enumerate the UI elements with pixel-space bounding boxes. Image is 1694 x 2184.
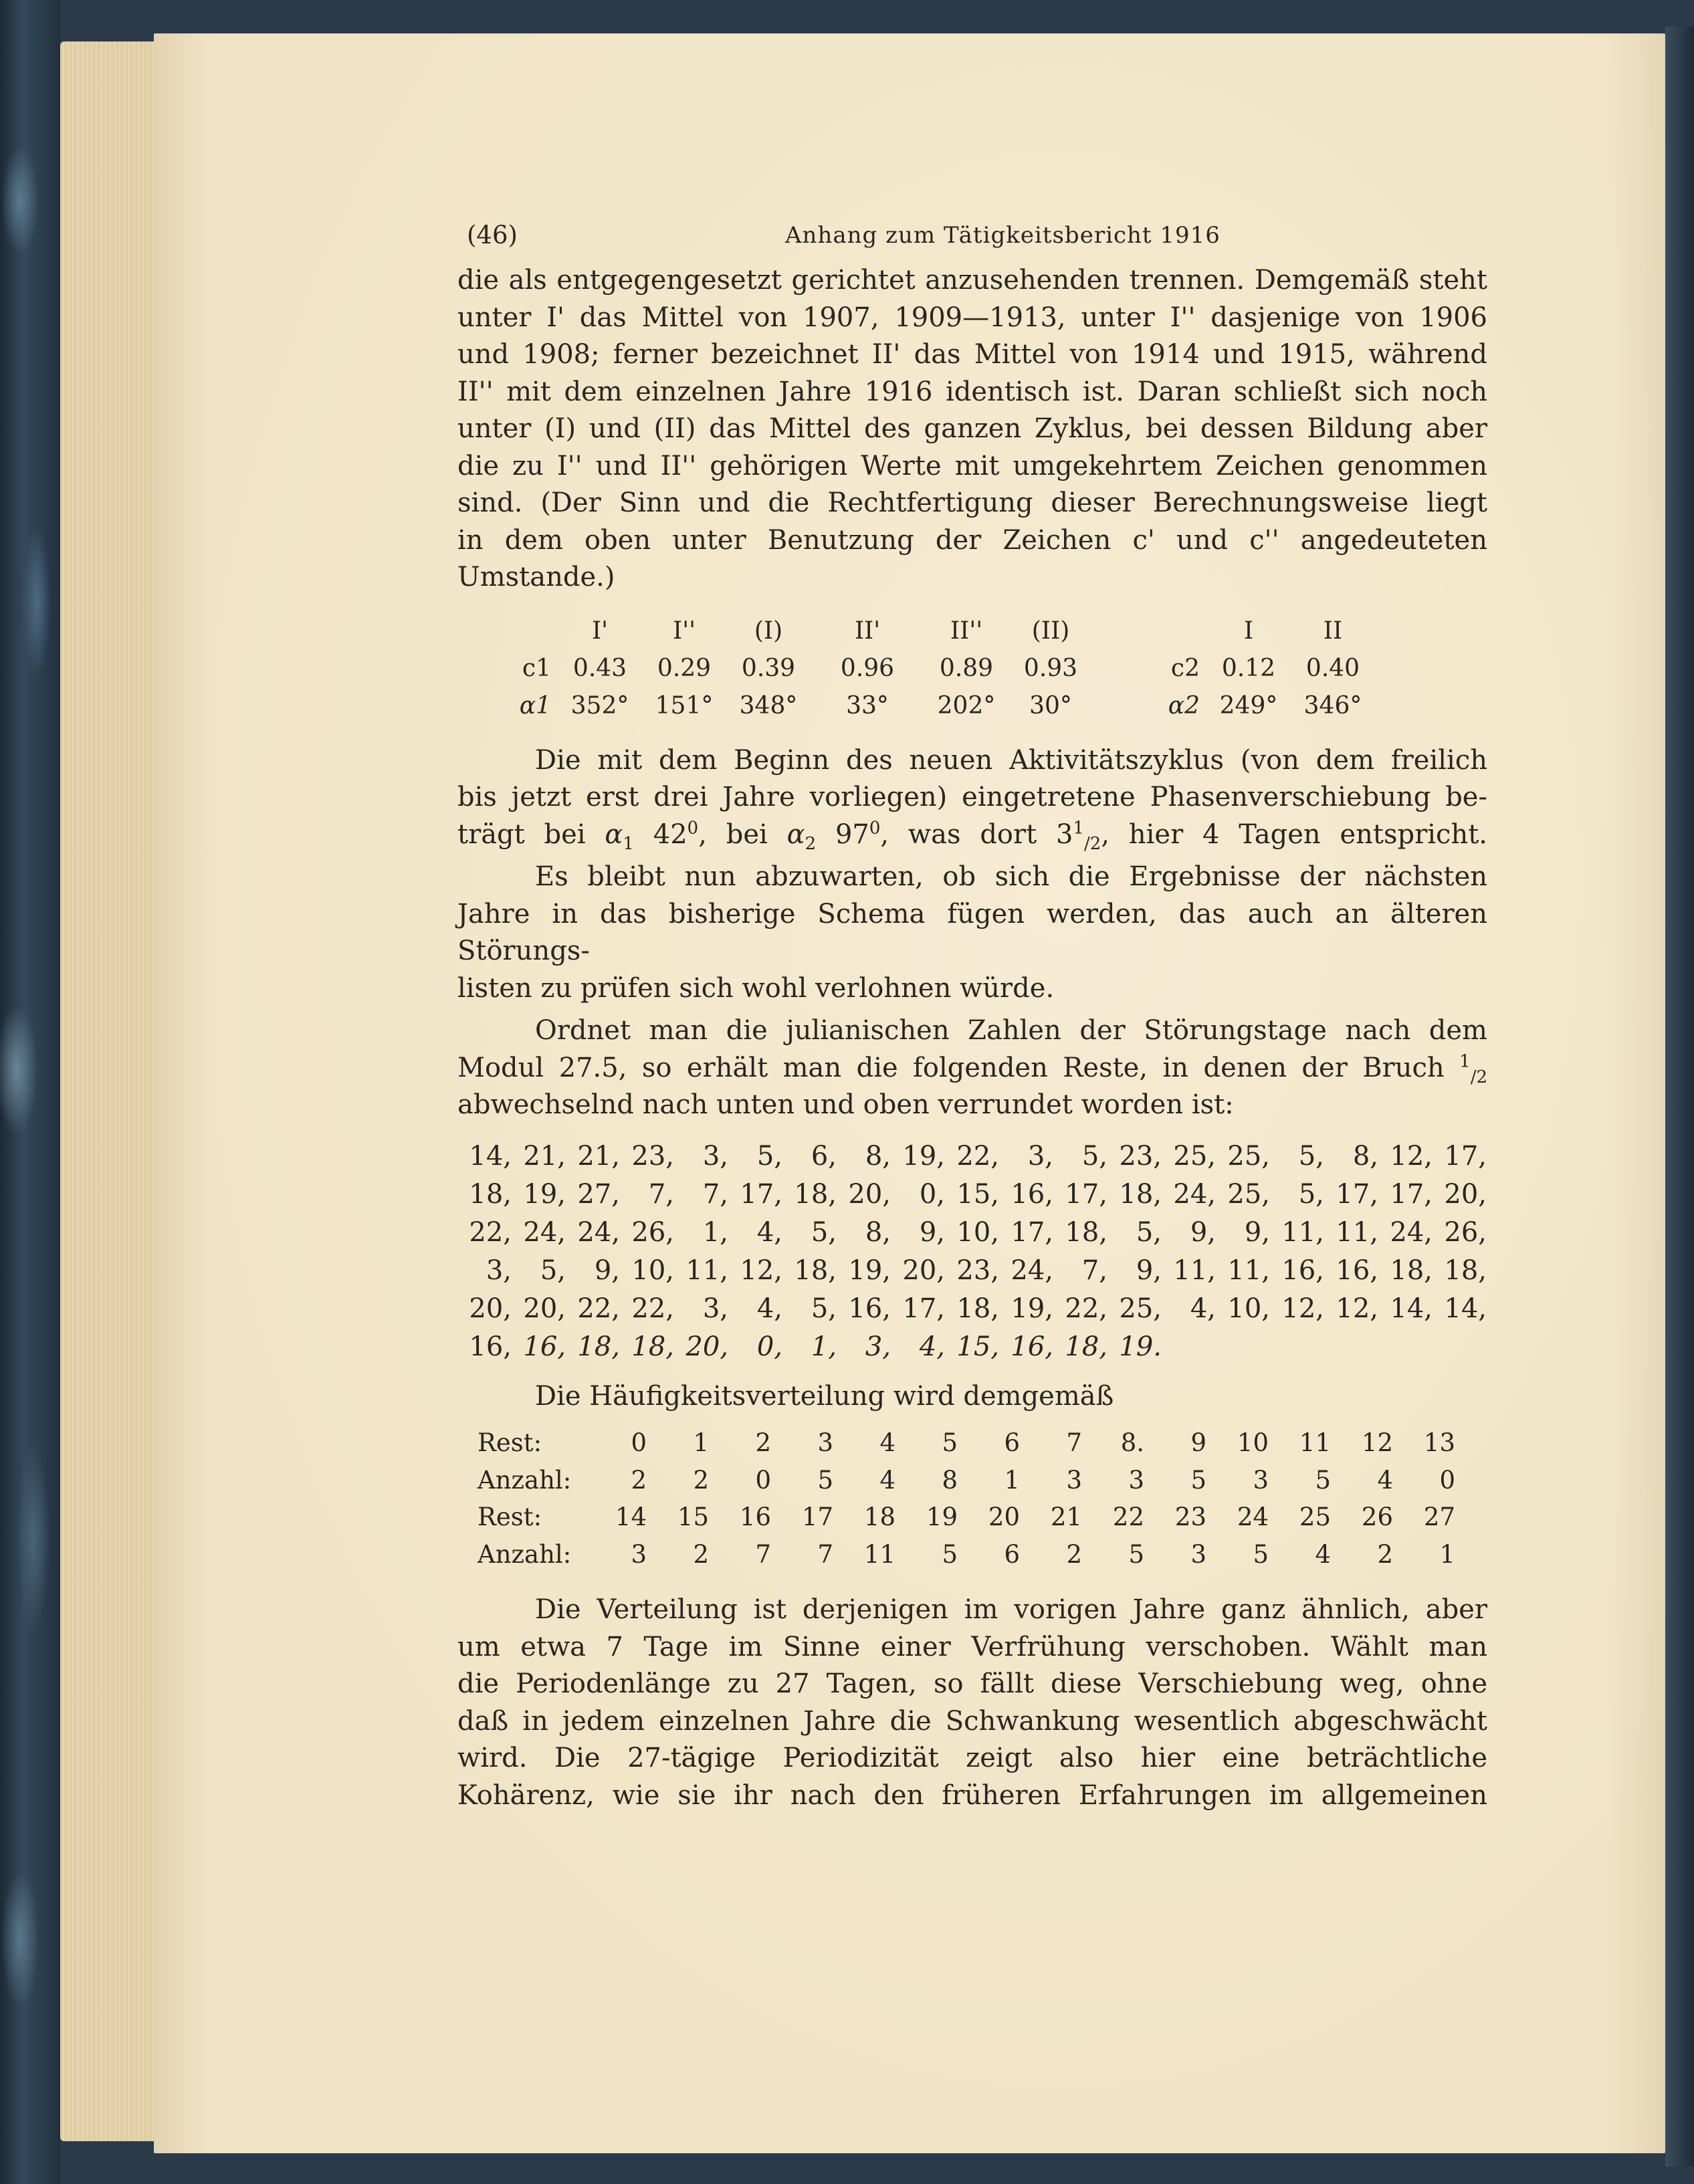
residue-value: 25,: [1227, 1179, 1270, 1210]
frequency-value: 7: [1066, 1428, 1082, 1458]
coef-header: II'': [950, 617, 983, 645]
residue-value: 9,: [1190, 1217, 1216, 1248]
residue-value: 12,: [1336, 1293, 1378, 1324]
text-line: abwechselnd nach unten und oben verrundet worden ist:: [457, 1089, 1234, 1120]
coef-header: (I): [754, 617, 783, 645]
coef-header: II: [1323, 617, 1343, 645]
coef-symbol: α1: [519, 692, 551, 720]
residue-value: 16,: [848, 1293, 891, 1324]
residue-value: 18,: [1390, 1255, 1433, 1286]
residue-value: 1,: [702, 1217, 728, 1248]
residue-value: 22,: [631, 1293, 674, 1324]
residue-value: 19,: [1011, 1293, 1053, 1324]
residue-value: 22,: [956, 1141, 999, 1172]
coef-cell: 0.96: [840, 655, 895, 682]
paragraph-1: [457, 262, 1487, 596]
residue-value: 4,: [756, 1293, 782, 1324]
residue-value: 20,: [1444, 1179, 1487, 1210]
residue-value: 17,: [902, 1293, 945, 1324]
residue-row: [457, 1328, 1487, 1366]
book-cover-marbled: [0, 0, 60, 2184]
coef-cell: 346°: [1303, 692, 1362, 720]
coef-cell: 0.39: [741, 655, 796, 682]
residue-value-italic: 4,: [919, 1331, 945, 1362]
residue-value-italic: 18,: [1065, 1331, 1107, 1362]
coef-cell: 0.12: [1221, 655, 1276, 682]
frequency-value: 3: [817, 1428, 833, 1458]
fraction-denominator: /2: [1084, 833, 1101, 854]
coef-cell: 0.40: [1305, 655, 1360, 682]
residue-value: 5,: [1298, 1141, 1324, 1172]
text-span: trägt bei: [457, 818, 586, 850]
coef-cell: 33°: [846, 692, 889, 720]
residue-value: 5,: [811, 1293, 837, 1324]
book-cover-right: [1665, 27, 1694, 2167]
text-line: daß in jedem einzelnen Jahre die Schwankung wesentlich abgeschwächt: [457, 1705, 1487, 1737]
frequency-value: 6: [1004, 1539, 1020, 1569]
residue-value-italic: 18,: [631, 1331, 674, 1362]
frequency-value: 22: [1112, 1503, 1144, 1532]
text-line: wird. Die 27-tägige Periodizität zeigt also hier eine beträchtliche: [457, 1743, 1487, 1773]
frequency-value: 2: [755, 1428, 771, 1458]
residue-value: 26,: [631, 1217, 674, 1248]
frequency-value: 19: [926, 1503, 958, 1532]
residue-value: 3,: [486, 1255, 512, 1286]
fraction-numerator: 1: [1073, 818, 1085, 839]
subscript: 1: [623, 833, 634, 854]
residue-value: 17,: [1390, 1179, 1433, 1210]
coef-row-alpha: [457, 687, 1375, 725]
frequency-value: 9: [1190, 1428, 1206, 1458]
residue-value: 7,: [702, 1179, 728, 1210]
residue-value: 8,: [865, 1141, 891, 1172]
frequency-value: 2: [631, 1465, 647, 1495]
degree-mark: 0: [687, 818, 699, 839]
coef-symbol: c1: [522, 655, 551, 682]
residue-value: 12,: [1390, 1141, 1433, 1172]
frequency-value: 0: [1439, 1465, 1455, 1495]
text-span: , bei: [698, 818, 787, 850]
frequency-value: 5: [817, 1465, 833, 1495]
residue-value: 11,: [685, 1255, 728, 1286]
residue-value: 6,: [811, 1141, 837, 1172]
frequency-row-label: Rest:: [478, 1428, 542, 1458]
paragraph-5: [457, 1592, 1487, 1814]
frequency-value: 5: [1190, 1465, 1206, 1495]
residue-value: 9,: [919, 1217, 945, 1248]
residue-value: 17,: [1444, 1141, 1487, 1172]
residue-value: 5,: [756, 1141, 782, 1172]
residue-value: 18,: [1119, 1179, 1162, 1210]
frequency-value: 7: [817, 1539, 833, 1569]
residue-value: 21,: [577, 1141, 620, 1172]
frequency-value: 27: [1423, 1503, 1455, 1532]
residue-value: 23,: [631, 1141, 674, 1172]
subscript: 2: [805, 833, 817, 854]
frequency-value: 18: [863, 1503, 895, 1532]
frequency-value: 20: [988, 1503, 1020, 1532]
text-line: sind. (Der Sinn und die Rechtfertigung dieser Berechnungsweise liegt: [457, 487, 1487, 518]
residue-value: 9,: [1136, 1255, 1162, 1286]
coef-row-c: [457, 650, 1375, 687]
text-line-fraction: [457, 1050, 1487, 1087]
frequency-value: 11: [863, 1539, 895, 1569]
residue-value: 11,: [1336, 1217, 1378, 1248]
text-span: , was dort 3: [880, 818, 1073, 850]
residue-value: 7,: [1081, 1255, 1107, 1286]
frequency-value: 4: [879, 1428, 895, 1458]
residue-value: 11,: [1227, 1255, 1270, 1286]
coef-cell: 30°: [1029, 692, 1072, 720]
text-line: listen zu prüfen sich wohl verlohnen würde.: [457, 972, 1055, 1004]
residue-value: 15,: [956, 1179, 999, 1210]
frequency-row: [478, 1536, 1455, 1573]
residue-value: 5,: [1136, 1217, 1162, 1248]
degree-mark: 0: [869, 818, 881, 839]
residue-value-italic: 15,: [956, 1331, 999, 1362]
frequency-value: 5: [1315, 1465, 1331, 1495]
frequency-value: 5: [1253, 1539, 1269, 1569]
frequency-value: 14: [615, 1503, 647, 1532]
residue-value-italic: 3,: [865, 1331, 891, 1362]
residue-value: 23,: [1119, 1141, 1162, 1172]
frequency-value: 5: [1128, 1539, 1144, 1569]
frequency-value: 2: [1377, 1539, 1393, 1569]
residue-value: 22,: [577, 1293, 620, 1324]
residue-value: 18,: [956, 1293, 999, 1324]
residue-value-italic: 16,: [1011, 1331, 1053, 1362]
frequency-value: 12: [1361, 1428, 1393, 1458]
coef-header: I: [1243, 617, 1254, 645]
frequency-value: 7: [755, 1539, 771, 1569]
residue-value: 21,: [523, 1141, 566, 1172]
residue-value: 18,: [794, 1179, 837, 1210]
text-line: die Periodenlänge zu 27 Tagen, so fällt diese Verschiebung weg, ohne: [457, 1668, 1487, 1699]
residue-value: 24,: [577, 1217, 620, 1248]
residue-value: 0,: [919, 1179, 945, 1210]
residue-value: 12,: [740, 1255, 782, 1286]
fraction-denominator: /2: [1470, 1067, 1487, 1087]
residue-value: 14,: [1444, 1293, 1487, 1324]
residue-value: 20,: [469, 1293, 512, 1324]
residue-value: 24,: [1390, 1217, 1433, 1248]
residue-value: 22,: [1065, 1293, 1107, 1324]
residue-value: 18,: [794, 1255, 837, 1286]
residue-value: 7,: [648, 1179, 674, 1210]
frequency-table: [478, 1424, 1455, 1573]
text-line: die zu I'' und II'' gehörigen Werte mit umgekehrtem Zeichen genommen: [457, 450, 1487, 481]
frequency-value: 5: [942, 1539, 958, 1569]
coef-cell: 352°: [570, 692, 629, 720]
text-span: 97: [816, 818, 869, 850]
residue-value-italic: 0,: [756, 1331, 782, 1362]
coef-header: (II): [1031, 617, 1070, 645]
frequency-value: 3: [1066, 1465, 1082, 1495]
residue-value: 10,: [956, 1217, 999, 1248]
frequency-value: 1: [693, 1428, 709, 1458]
frequency-value: 3: [1253, 1465, 1269, 1495]
coef-header: [457, 613, 558, 650]
residue-value-italic: 16,: [523, 1331, 566, 1362]
residue-value-italic: 20,: [685, 1331, 728, 1362]
residue-value: 18,: [1065, 1217, 1107, 1248]
residue-row: [457, 1214, 1487, 1252]
frequency-row: [478, 1462, 1455, 1499]
text-line: II'' mit dem einzelnen Jahre 1916 identisch ist. Daran schließt sich noch: [457, 376, 1487, 407]
frequency-value: 10: [1237, 1428, 1269, 1458]
coef-header: I'': [672, 617, 696, 645]
coef-cell: 0.89: [939, 655, 994, 682]
frequency-value: 6: [1004, 1428, 1020, 1458]
residue-row: [457, 1252, 1487, 1290]
coef-cell: 348°: [739, 692, 798, 720]
frequency-value: 23: [1174, 1503, 1206, 1532]
coef-cell: 249°: [1219, 692, 1278, 720]
residue-value-italic: 18,: [577, 1331, 620, 1362]
text-line: um etwa 7 Tage im Sinne einer Verfrühung verschoben. Wählt man: [457, 1631, 1487, 1662]
residue-value: 10,: [631, 1255, 674, 1286]
coef-header: [1093, 613, 1206, 650]
residue-value: 11,: [1173, 1255, 1216, 1286]
page-header: [457, 221, 1487, 261]
residue-value: 5,: [811, 1217, 837, 1248]
alpha-symbol: α: [786, 818, 805, 850]
residue-value: 27,: [577, 1179, 620, 1210]
text-line: unter (I) und (II) das Mittel des ganzen Zyklus, bei dessen Bildung aber: [457, 413, 1487, 444]
page-content: [457, 221, 1487, 1814]
residue-value: 25,: [1173, 1141, 1216, 1172]
coef-cell: 202°: [937, 692, 996, 720]
text-span: Modul 27.5, so erhält man die folgenden Reste, in denen der Bruch: [457, 1052, 1460, 1083]
paragraph-4: [457, 1012, 1487, 1124]
frequency-value: 4: [1377, 1465, 1393, 1495]
text-line: Jahre in das bisherige Schema fügen werden, das auch an älteren Störungs-: [457, 898, 1487, 966]
frequency-intro: Die Häufigkeitsverteilung wird demgemäß: [535, 1380, 1114, 1412]
residue-value: 25,: [1119, 1293, 1162, 1324]
paragraph-3: [457, 859, 1487, 1007]
coef-header-row: [457, 613, 1375, 650]
frequency-row-label: Rest:: [478, 1503, 542, 1532]
residue-value: 17,: [1336, 1179, 1378, 1210]
residue-value: 18,: [469, 1179, 512, 1210]
residue-row: [457, 1176, 1487, 1214]
residue-value-italic: 1,: [811, 1331, 837, 1362]
frequency-value: 26: [1361, 1503, 1393, 1532]
residue-value: 4,: [1190, 1293, 1216, 1324]
frequency-value: 2: [1066, 1539, 1082, 1569]
text-line: Ordnet man die julianischen Zahlen der Störungstage nach dem: [535, 1015, 1487, 1046]
residue-value: 20,: [848, 1179, 891, 1210]
residue-value: 19,: [848, 1255, 891, 1286]
frequency-value: 1: [1439, 1539, 1455, 1569]
coef-symbol: c2: [1170, 655, 1200, 682]
residue-value: 19,: [523, 1179, 566, 1210]
text-line: und 1908; ferner bezeichnet II' das Mittel von 1914 und 1915, während: [457, 339, 1487, 370]
coef-header: I': [591, 617, 609, 645]
residue-value: 3,: [1027, 1141, 1053, 1172]
residue-value: 24,: [1173, 1179, 1216, 1210]
residue-value: 18,: [1444, 1255, 1487, 1286]
residue-value: 8,: [1352, 1141, 1378, 1172]
coef-symbol: α2: [1168, 692, 1200, 720]
residue-value: 17,: [1065, 1179, 1107, 1210]
residue-value: 24,: [1011, 1255, 1053, 1286]
frequency-value: 16: [739, 1503, 771, 1532]
text-line: die als entgegengesetzt gerichtet anzusehenden trennen. Demgemäß steht: [457, 265, 1487, 296]
residue-value: 8,: [865, 1217, 891, 1248]
residue-value: 9,: [1244, 1217, 1270, 1248]
frequency-row: [478, 1424, 1455, 1462]
coef-header: II': [854, 617, 881, 645]
text-line: Umstande.): [457, 562, 615, 592]
coef-cell: 0.43: [572, 655, 627, 682]
residue-value: 3,: [702, 1293, 728, 1324]
frequency-value: 5: [942, 1428, 958, 1458]
text-line: Es bleibt nun abzuwarten, ob sich die Ergebnisse der nächsten: [535, 861, 1487, 892]
residue-value: 9,: [594, 1255, 620, 1286]
coef-cell: 0.29: [657, 655, 712, 682]
frequency-row-label: Anzahl:: [478, 1465, 572, 1495]
residue-value: 19,: [902, 1141, 945, 1172]
text-line: unter I' das Mittel von 1907, 1909—1913, unter I'' dasjenige von 1906: [457, 302, 1487, 333]
residue-value: 26,: [1444, 1217, 1487, 1248]
frequency-row: [478, 1499, 1455, 1536]
residue-value: 17,: [740, 1179, 782, 1210]
text-line: Die mit dem Beginn des neuen Aktivitätszyklus (von dem freilich: [535, 744, 1487, 776]
frequency-value: 1: [1004, 1465, 1020, 1495]
frequency-value: 11: [1299, 1428, 1331, 1458]
residue-value: 22,: [469, 1217, 512, 1248]
residue-row: [457, 1290, 1487, 1328]
residue-value: 5,: [1298, 1179, 1324, 1210]
coefficient-table: [457, 613, 1375, 725]
frequency-value: 8: [942, 1465, 958, 1495]
page-edges: [60, 41, 161, 2141]
residue-value: 25,: [1227, 1141, 1270, 1172]
frequency-value: 4: [1315, 1539, 1331, 1569]
residue-value: 16,: [1281, 1255, 1324, 1286]
text-line: bis jetzt erst drei Jahre vorliegen) eingetretene Phasenverschiebung be-: [457, 782, 1487, 812]
text-span: 42: [633, 818, 687, 850]
frequency-value: 0: [755, 1465, 771, 1495]
fraction-numerator: 1: [1459, 1051, 1471, 1072]
frequency-value: 2: [693, 1465, 709, 1495]
residue-value: 17,: [1011, 1217, 1053, 1248]
coef-cell: 0.93: [1023, 655, 1078, 682]
residue-value-italic: 19.: [1119, 1331, 1162, 1362]
frequency-row-label: Anzahl:: [478, 1539, 572, 1569]
frequency-value: 3: [1190, 1539, 1206, 1569]
residue-value: 16,: [1011, 1179, 1053, 1210]
residue-value: 12,: [1281, 1293, 1324, 1324]
residue-value: 10,: [1227, 1293, 1270, 1324]
paragraph-2: [457, 742, 1487, 854]
frequency-value: 15: [677, 1503, 709, 1532]
frequency-value: 24: [1237, 1503, 1269, 1532]
residue-value: 14,: [1390, 1293, 1433, 1324]
text-line: Die Verteilung ist derjenigen im vorigen Jahre ganz ähnlich, aber: [535, 1594, 1487, 1625]
residue-value: 5,: [1081, 1141, 1107, 1172]
coef-cell: 151°: [655, 692, 714, 720]
text-line: Kohärenz, wie sie ihr nach den früheren Erfahrungen im allgemeinen: [457, 1779, 1487, 1811]
frequency-value: 2: [693, 1539, 709, 1569]
residue-value: 14,: [469, 1141, 512, 1172]
residue-value: 16,: [1336, 1255, 1378, 1286]
alpha-symbol: α: [605, 818, 623, 850]
residue-value: 5,: [540, 1255, 566, 1286]
residue-value: 24,: [523, 1217, 566, 1248]
frequency-value: 21: [1050, 1503, 1082, 1532]
page-number: (46): [467, 221, 518, 249]
residue-value: 4,: [756, 1217, 782, 1248]
running-title: Anhang zum Tätigkeitsbericht 1916: [785, 222, 1221, 249]
residue-value: 16,: [469, 1331, 512, 1362]
residue-value: 23,: [956, 1255, 999, 1286]
residue-value: 20,: [902, 1255, 945, 1286]
residue-value: 11,: [1281, 1217, 1324, 1248]
residue-value: 3,: [702, 1141, 728, 1172]
text-line: in dem oben unter Benutzung der Zeichen c' und c'' angedeuteten: [457, 524, 1487, 556]
frequency-value: 3: [1128, 1465, 1144, 1495]
frequency-value: 17: [801, 1503, 833, 1532]
frequency-value: 3: [631, 1539, 647, 1569]
frequency-value: 8.: [1120, 1428, 1144, 1458]
frequency-value: 4: [879, 1465, 895, 1495]
frequency-value: 0: [631, 1428, 647, 1458]
residue-row: [457, 1137, 1487, 1176]
text-span: , hier 4 Tagen entspricht.: [1101, 818, 1487, 850]
frequency-value: 25: [1299, 1503, 1331, 1532]
text-line-formula: [457, 816, 1487, 854]
residue-table: [457, 1137, 1487, 1366]
frequency-value: 13: [1423, 1428, 1455, 1458]
residue-value: 20,: [523, 1293, 566, 1324]
